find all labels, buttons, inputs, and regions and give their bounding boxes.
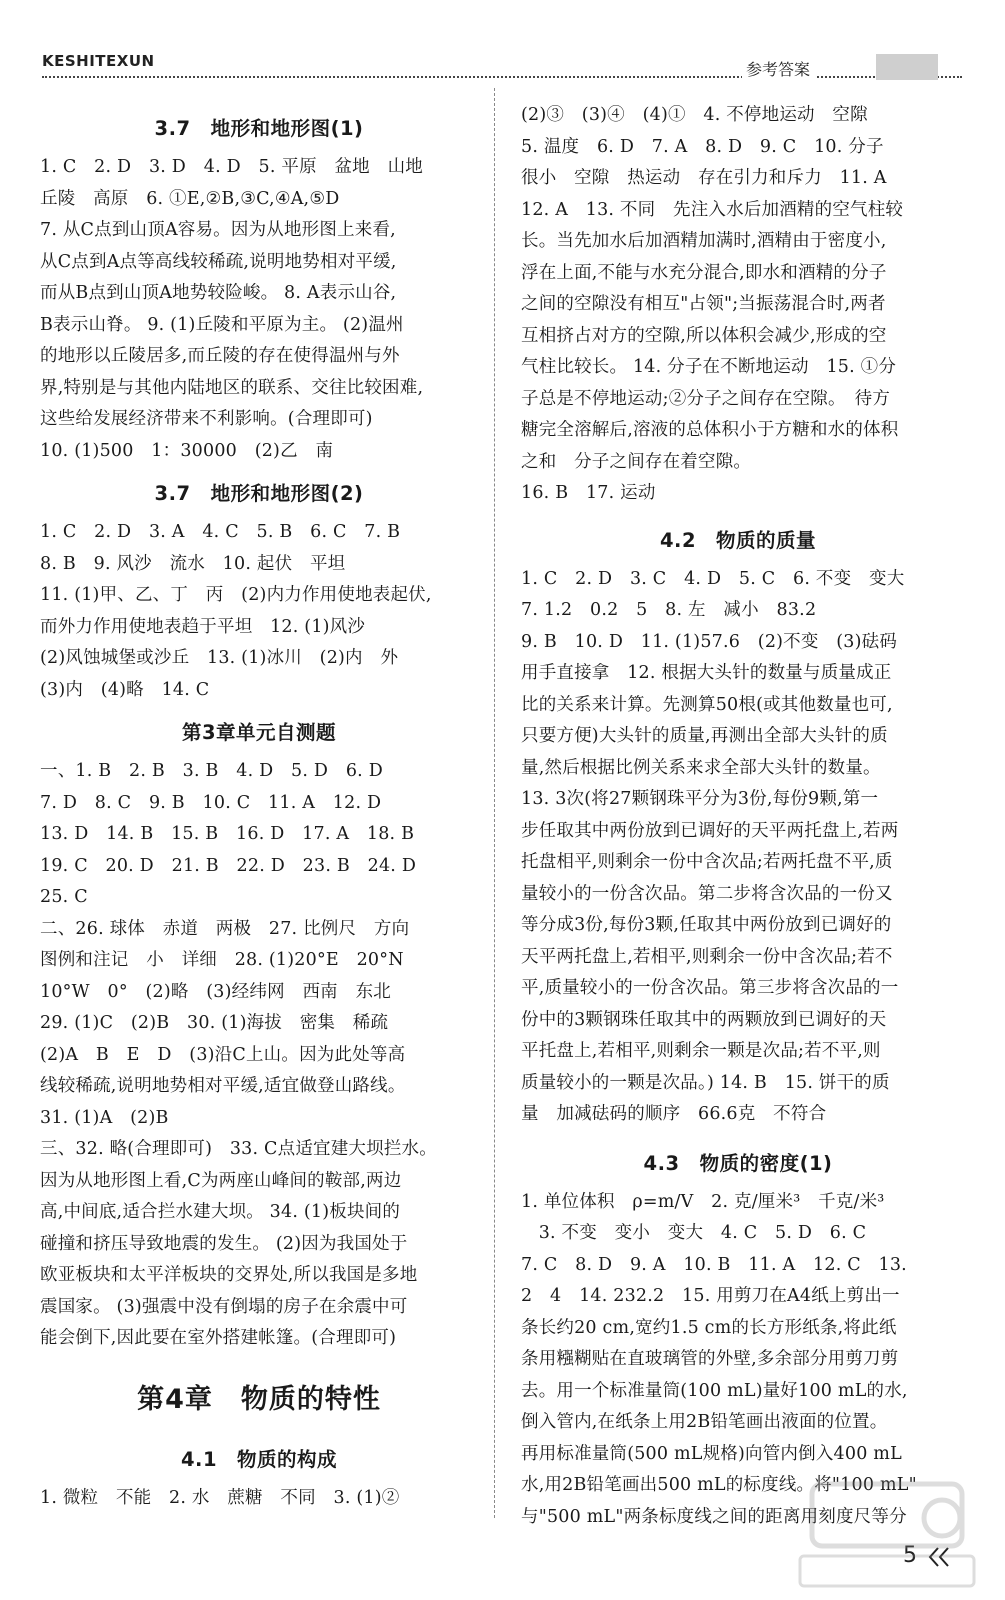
answer-line: 25. C	[40, 887, 88, 907]
answer-line: 子总是不停地运动;②分子之间存在空隙。 待方	[521, 388, 891, 409]
answer-line: 三、32. 略(合理即可) 33. C点适宜建大坝拦水。	[40, 1139, 437, 1159]
header-section-label: 参考答案	[742, 57, 816, 80]
answer-line: 水,用2B铅笔画出500 mL的标度线。将"100 mL"	[521, 1475, 917, 1495]
left-column	[40, 102, 478, 1514]
answer-line: 一、1. B 2. B 3. B 4. D 5. D 6. D	[40, 761, 383, 781]
section-title: 4.2 物质的质量	[659, 528, 817, 552]
header-gray-tab	[876, 54, 938, 80]
answer-line: 31. (1)A (2)B	[40, 1107, 169, 1128]
answer-line: 从C点到A点等高线较稀疏,说明地势相对平缓,	[40, 251, 397, 272]
answer-line: 1. 微粒 不能 2. 水 蔗糖 不同 3. (1)②	[40, 1487, 400, 1508]
section-title: 第3章单元自测题	[181, 721, 337, 744]
answer-line: 质量较小的一颗是次品。) 14. B 15. 饼干的质	[521, 1072, 890, 1093]
answer-line: 1. C 2. D 3. D 4. D 5. 平原 盆地 山地	[40, 157, 423, 177]
answer-line: 2 4 14. 232.2 15. 用剪刀在A4纸上剪出一	[521, 1286, 900, 1306]
answer-line: 而从B点到山顶A地势较险峻。 8. A表示山谷,	[40, 283, 397, 303]
right-column	[521, 100, 955, 1533]
answer-line: 平托盘上,若相平,则剩余一颗是次品;若不平,则	[521, 1041, 881, 1061]
answer-line: 1. C 2. D 3. A 4. C 5. B 6. C 7. B	[40, 522, 401, 542]
answer-line: 用手直接拿 12. 根据大头针的数量与质量成正	[521, 663, 892, 683]
answer-line: 托盘相平,则剩余一份中含次品;若两托盘不平,质	[521, 852, 893, 872]
answer-line: 条长约20 cm,宽约1.5 cm的长方形纸条,将此纸	[521, 1317, 897, 1338]
answer-line: 13. D 14. B 15. B 16. D 17. A 18. B	[40, 824, 415, 844]
answer-line: 天平两托盘上,若相平,则剩余一份中含次品;若不	[521, 946, 893, 967]
answer-line: 很小 空隙 热运动 存在引力和斥力 11. A	[521, 168, 887, 188]
answer-block	[521, 564, 955, 1131]
answer-line: 量 加减砝码的顺序 66.6克 不符合	[521, 1104, 827, 1124]
section-title: 3.7 地形和地形图(2)	[154, 482, 364, 505]
answer-line: 去。用一个标准量筒(100 mL)量好100 mL的水,	[521, 1380, 908, 1401]
page-header	[0, 0, 1005, 90]
answer-line: 9. B 10. D 11. (1)57.6 (2)不变 (3)砝码	[521, 631, 898, 652]
column-divider	[494, 88, 495, 1518]
answer-line: 比的关系来计算。先测算50根(或其他数量也可,	[521, 694, 893, 715]
answer-line: 二、26. 球体 赤道 两极 27. 比例尺 方向	[40, 918, 410, 939]
answer-line: 1. 单位体积 ρ=m/V 2. 克/厘米³ 千克/米³	[521, 1191, 885, 1212]
answer-line: 步任取其中两份放到已调好的天平两托盘上,若两	[521, 820, 899, 841]
answer-line: 3. 不变 变小 变大 4. C 5. D 6. C	[521, 1223, 867, 1243]
answer-block	[40, 152, 478, 467]
answer-line: B表示山脊。 9. (1)丘陵和平原为主。 (2)温州	[40, 314, 404, 335]
answer-line: 12. A 13. 不同 先注入水后加酒精的空气柱较	[521, 199, 904, 220]
answer-line: 量,然后根据比例关系来求全部大头针的数量。	[521, 757, 881, 778]
answer-line: 只要方便)大头针的质量,再测出全部大头针的质	[521, 726, 888, 746]
answer-line: 高,中间底,适合拦水建大坝。 34. (1)板块间的	[40, 1202, 401, 1222]
answer-line: 条用糨糊贴在直玻璃管的外壁,多余部分用剪刀剪	[521, 1349, 899, 1369]
section-title: 4.1 物质的构成	[180, 1447, 338, 1471]
answer-line: 11. (1)甲、乙、丁 丙 (2)内力作用使地表起伏,	[40, 585, 432, 605]
answer-line: 份中的3颗钢珠任取其中的两颗放到已调好的天	[521, 1009, 887, 1030]
answer-line: 因为从地形图上看,C为两座山峰间的鞍部,两边	[40, 1170, 402, 1191]
answer-block	[40, 1483, 478, 1515]
answer-line: 而外力作用使地表趋于平坦 12. (1)风沙	[40, 616, 366, 637]
answer-line: 欧亚板块和太平洋板块的交界处,所以我国是多地	[40, 1265, 418, 1285]
answer-line: 之间的空隙没有相互"占领";当振荡混合时,两者	[521, 294, 886, 314]
answer-line: 图例和注记 小 详细 28. (1)20°E 20°N	[40, 950, 404, 970]
answer-line: 长。当先加水后加酒精加满时,酒精由于密度小,	[521, 231, 887, 251]
answer-line: 这些给发展经济带来不利影响。(合理即可)	[40, 409, 373, 429]
answer-line: 糖完全溶解后,溶液的总体积小于方糖和水的体积	[521, 420, 899, 440]
answer-line: 7. 从C点到山顶A容易。因为从地形图上来看,	[40, 220, 396, 240]
chapter-title: 第4章 物质的特性	[137, 1383, 381, 1415]
answer-line: (3)内 (4)略 14. C	[40, 679, 210, 700]
answer-line: 线较稀疏,说明地势相对平缓,适宜做登山路线。	[40, 1076, 406, 1096]
answer-line: 量较小的一份含次品。第二步将含次品的一份又	[521, 883, 893, 904]
answer-line: 29. (1)C (2)B 30. (1)海拔 密集 稀疏	[40, 1013, 389, 1033]
answer-line: 平,质量较小的一份含次品。第三步将含次品的一	[521, 978, 899, 998]
watermark-logo	[792, 1478, 982, 1593]
answer-line: 19. C 20. D 21. B 22. D 23. B 24. D	[40, 855, 417, 876]
answer-line: 互相挤占对方的空隙,所以体积会减少,形成的空	[521, 325, 887, 346]
answer-line: (2)A B E D (3)沿C上山。因为此处等高	[40, 1044, 406, 1065]
answer-line: 气柱比较长。 14. 分子在不断地运动 15. ①分	[521, 357, 897, 377]
answer-line: 10°W 0° (2)略 (3)经纬网 西南 东北	[40, 981, 391, 1002]
answer-line: 16. B 17. 运动	[521, 483, 656, 503]
answer-line: 与"500 mL"两条标度线之间的距离用刻度尺等分	[521, 1506, 907, 1527]
answer-line: 之和 分子之间存在着空隙。	[521, 451, 752, 472]
answer-line: 碰撞和挤压导致地震的发生。 (2)因为我国处于	[40, 1233, 408, 1254]
answer-line: 5. 温度 6. D 7. A 8. D 9. C 10. 分子	[521, 136, 884, 157]
section-title: 4.3 物质的密度(1)	[643, 1151, 833, 1175]
answer-line: 能会倒下,因此要在室外搭建帐篷。(合理即可)	[40, 1328, 397, 1348]
answer-line: 再用标准量筒(500 mL规格)向管内倒入400 mL	[521, 1443, 902, 1464]
answer-line: (2)③ (3)④ (4)① 4. 不停地运动 空隙	[521, 105, 868, 125]
answer-line: 1. C 2. D 3. C 4. D 5. C 6. 不变 变大	[521, 568, 905, 589]
answer-line: 7. C 8. D 9. A 10. B 11. A 12. C 13.	[521, 1254, 907, 1275]
answer-line: 7. 1.2 0.2 5 8. 左 减小 83.2	[521, 600, 817, 620]
answer-line: 丘陵 高原 6. ①E,②B,③C,④A,⑤D	[40, 188, 340, 209]
answer-line: (2)风蚀城堡或沙丘 13. (1)冰川 (2)内 外	[40, 648, 399, 668]
answer-line: 10. (1)500 1：30000 (2)乙 南	[40, 440, 334, 461]
brand-text: KESHITEXUN	[42, 52, 155, 70]
answer-line: 界,特别是与其他内陆地区的联系、交往比较困难,	[40, 377, 424, 398]
answer-block	[40, 517, 478, 706]
answer-line: 倒入管内,在纸条上用2B铅笔画出液面的位置。	[521, 1412, 888, 1432]
answer-block	[521, 100, 955, 510]
header-dotted-rule	[42, 76, 962, 78]
answer-line: 13. 3次(将27颗钢珠平分为3份,每份9颗,第一	[521, 789, 879, 809]
section-title: 3.7 地形和地形图(1)	[154, 117, 364, 140]
answer-line: 7. D 8. C 9. B 10. C 11. A 12. D	[40, 792, 382, 813]
answer-line: 的地形以丘陵居多,而丘陵的存在使得温州与外	[40, 346, 400, 366]
answer-line: 等分成3份,每份3颗,任取其中两份放到已调好的	[521, 915, 892, 935]
page-number: 5	[903, 1543, 917, 1568]
answer-line: 浮在上面,不能与水充分混合,即水和酒精的分子	[521, 262, 887, 283]
answer-line: 8. B 9. 风沙 流水 10. 起伏 平坦	[40, 553, 346, 574]
answer-line: 震国家。 (3)强震中没有倒塌的房子在余震中可	[40, 1296, 408, 1317]
answer-block	[40, 756, 478, 1355]
